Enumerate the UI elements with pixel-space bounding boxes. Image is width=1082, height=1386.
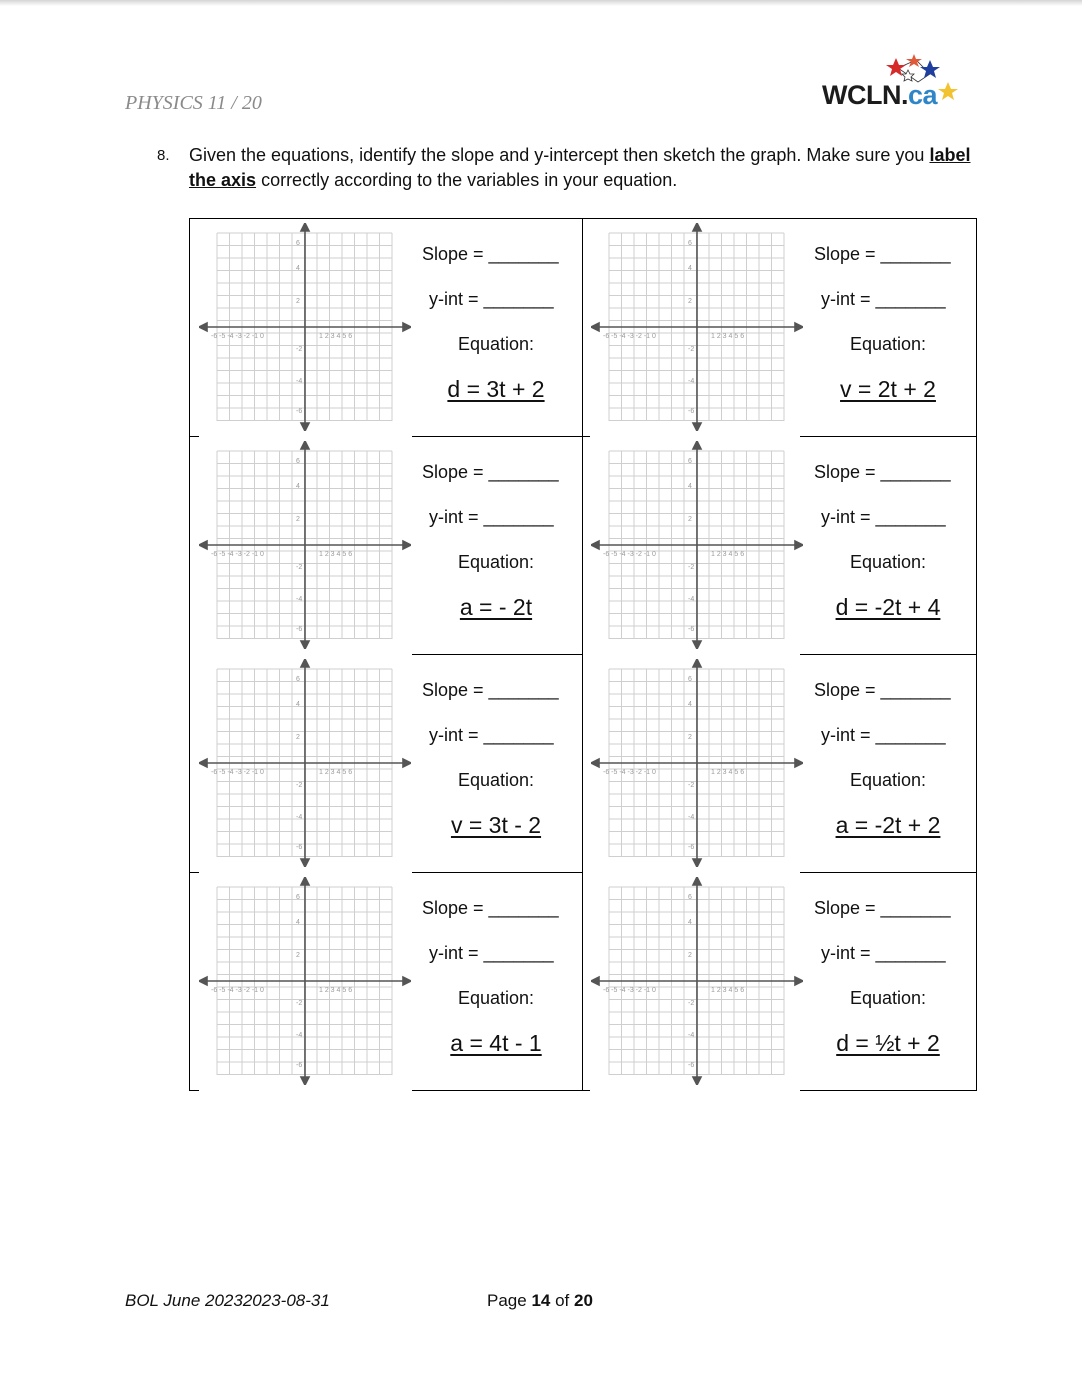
slope-blank[interactable]: Slope = _______ [422, 680, 559, 700]
equation-label: Equation: [457, 552, 535, 572]
equation-value: v = 2t + 2 [840, 376, 936, 402]
slope-blank[interactable]: Slope = _______ [814, 244, 951, 264]
y-axis-tick: 2 [296, 516, 300, 523]
question-number: 8. [157, 147, 170, 164]
problem-info [411, 436, 581, 654]
problem-cell [581, 872, 974, 1090]
y-axis-tick: 4 [296, 483, 300, 490]
x-axis-positive-ticks: 1 2 3 4 5 6 [711, 987, 745, 994]
y-axis-tick: -6 [688, 844, 695, 851]
x-axis-negative-ticks: -6 -5 -4 -3 -2 -1 0 [603, 987, 656, 994]
problem-info [803, 218, 973, 436]
y-axis-tick: -4 [688, 1032, 695, 1039]
course-title: PHYSICS 11 / 20 [125, 92, 262, 114]
x-axis-positive-ticks: 1 2 3 4 5 6 [711, 769, 745, 776]
table-border-bottom [582, 1090, 590, 1091]
y-axis-tick: 6 [688, 458, 692, 465]
problem-cell [189, 436, 582, 654]
problem-info [803, 654, 973, 872]
y-axis-tick: 2 [688, 952, 692, 959]
y-axis-tick: 4 [688, 483, 692, 490]
top-shadow [0, 0, 1082, 6]
coordinate-grid[interactable] [591, 877, 803, 1085]
equation-value: a = -2t + 2 [835, 812, 941, 838]
page-number: Page 14 of 20 [487, 1291, 593, 1310]
y-intercept-blank[interactable]: y-int = _______ [821, 943, 946, 963]
y-axis-tick: -4 [688, 596, 695, 603]
x-axis-positive-ticks: 1 2 3 4 5 6 [711, 551, 745, 558]
slope-blank[interactable]: Slope = _______ [814, 680, 951, 700]
coordinate-grid[interactable] [591, 223, 803, 431]
y-axis-tick: -4 [296, 378, 303, 385]
slope-blank[interactable]: Slope = _______ [422, 898, 559, 918]
y-axis-tick: 4 [296, 701, 300, 708]
y-axis-tick: 2 [296, 298, 300, 305]
y-axis-tick: -2 [296, 782, 303, 789]
equation-value: a = - 2t [459, 594, 533, 620]
coordinate-grid[interactable] [199, 441, 411, 649]
coordinate-grid[interactable] [591, 659, 803, 867]
y-intercept-blank[interactable]: y-int = _______ [821, 507, 946, 527]
y-axis-tick: 4 [688, 919, 692, 926]
slope-blank[interactable]: Slope = _______ [422, 244, 559, 264]
coordinate-grid[interactable] [199, 877, 411, 1085]
equation-label: Equation: [849, 770, 927, 790]
question-text: Given the equations, identify the slope and y-intercept then sketch the graph. Make sure you label the axis correctly according to the variables in your equation. [189, 145, 971, 190]
y-axis-tick: -2 [688, 782, 695, 789]
y-axis-tick: 6 [296, 894, 300, 901]
y-axis-tick: -6 [688, 626, 695, 633]
y-axis-tick: 2 [688, 298, 692, 305]
problem-cell [189, 218, 582, 436]
y-axis-tick: 2 [296, 952, 300, 959]
problem-cell [189, 872, 582, 1090]
problem-info [803, 436, 973, 654]
x-axis-negative-ticks: -6 -5 -4 -3 -2 -1 0 [603, 769, 656, 776]
coordinate-grid[interactable] [199, 659, 411, 867]
y-axis-tick: 2 [688, 734, 692, 741]
y-axis-tick: 6 [688, 894, 692, 901]
y-axis-tick: -6 [296, 408, 303, 415]
y-intercept-blank[interactable]: y-int = _______ [429, 725, 554, 745]
equation-value: a = 4t - 1 [450, 1030, 542, 1056]
x-axis-negative-ticks: -6 -5 -4 -3 -2 -1 0 [211, 333, 264, 340]
y-axis-tick: 4 [688, 265, 692, 272]
y-axis-tick: 2 [688, 516, 692, 523]
y-axis-tick: -2 [688, 346, 695, 353]
problem-info [411, 654, 581, 872]
y-axis-tick: -2 [296, 564, 303, 571]
equation-label: Equation: [457, 770, 535, 790]
y-axis-tick: -2 [296, 346, 303, 353]
x-axis-negative-ticks: -6 -5 -4 -3 -2 -1 0 [211, 551, 264, 558]
y-axis-tick: -4 [688, 378, 695, 385]
y-axis-tick: -6 [688, 1062, 695, 1069]
problem-cell [581, 218, 974, 436]
coordinate-grid[interactable] [591, 441, 803, 649]
problem-cell [189, 654, 582, 872]
y-axis-tick: -2 [296, 1000, 303, 1007]
y-axis-tick: 6 [296, 676, 300, 683]
y-axis-tick: -6 [296, 1062, 303, 1069]
equation-value: v = 3t - 2 [450, 812, 542, 838]
x-axis-negative-ticks: -6 -5 -4 -3 -2 -1 0 [603, 551, 656, 558]
question-emphasis: label the axis [189, 145, 971, 190]
y-axis-tick: -4 [688, 814, 695, 821]
slope-blank[interactable]: Slope = _______ [814, 898, 951, 918]
y-axis-tick: 6 [688, 240, 692, 247]
equation-label: Equation: [849, 988, 927, 1008]
slope-blank[interactable]: Slope = _______ [422, 462, 559, 482]
x-axis-positive-ticks: 1 2 3 4 5 6 [319, 551, 353, 558]
y-intercept-blank[interactable]: y-int = _______ [821, 725, 946, 745]
worksheet-table [189, 218, 977, 1091]
equation-value: d = ½t + 2 [836, 1030, 940, 1056]
y-axis-tick: -4 [296, 814, 303, 821]
x-axis-negative-ticks: -6 -5 -4 -3 -2 -1 0 [211, 769, 264, 776]
footer-date: BOL June 20232023-08-31 [125, 1291, 330, 1310]
y-axis-tick: 6 [296, 240, 300, 247]
y-axis-tick: -6 [296, 844, 303, 851]
problem-info [803, 872, 973, 1090]
y-axis-tick: -4 [296, 1032, 303, 1039]
y-axis-tick: 4 [296, 919, 300, 926]
equation-label: Equation: [457, 988, 535, 1008]
y-intercept-blank[interactable]: y-int = _______ [429, 943, 554, 963]
y-axis-tick: -2 [688, 564, 695, 571]
y-axis-tick: -2 [688, 1000, 695, 1007]
wcln-logo [818, 52, 968, 114]
y-intercept-blank[interactable]: y-int = _______ [821, 289, 946, 309]
table-border-bottom [412, 1090, 582, 1091]
problem-cell [581, 654, 974, 872]
problem-info [411, 872, 581, 1090]
y-axis-tick: 6 [688, 676, 692, 683]
equation-label: Equation: [457, 334, 535, 354]
problem-info [411, 218, 581, 436]
equation-label: Equation: [849, 334, 927, 354]
x-axis-positive-ticks: 1 2 3 4 5 6 [319, 769, 353, 776]
y-axis-tick: 4 [296, 265, 300, 272]
x-axis-negative-ticks: -6 -5 -4 -3 -2 -1 0 [211, 987, 264, 994]
x-axis-negative-ticks: -6 -5 -4 -3 -2 -1 0 [603, 333, 656, 340]
y-axis-tick: 4 [688, 701, 692, 708]
x-axis-positive-ticks: 1 2 3 4 5 6 [319, 987, 353, 994]
slope-blank[interactable]: Slope = _______ [814, 462, 951, 482]
equation-value: d = -2t + 4 [835, 594, 941, 620]
y-axis-tick: -6 [296, 626, 303, 633]
equation-value: d = 3t + 2 [447, 376, 545, 402]
table-border-bottom [189, 1090, 199, 1091]
logo-text: WCLN.ca [822, 80, 938, 110]
y-axis-tick: -6 [688, 408, 695, 415]
x-axis-positive-ticks: 1 2 3 4 5 6 [711, 333, 745, 340]
equation-label: Equation: [849, 552, 927, 572]
table-border-bottom [800, 1090, 977, 1091]
y-axis-tick: -4 [296, 596, 303, 603]
coordinate-grid[interactable] [199, 223, 411, 431]
y-intercept-blank[interactable]: y-int = _______ [429, 289, 554, 309]
problem-cell [581, 436, 974, 654]
y-axis-tick: 2 [296, 734, 300, 741]
y-axis-tick: 6 [296, 458, 300, 465]
y-intercept-blank[interactable]: y-int = _______ [429, 507, 554, 527]
x-axis-positive-ticks: 1 2 3 4 5 6 [319, 333, 353, 340]
